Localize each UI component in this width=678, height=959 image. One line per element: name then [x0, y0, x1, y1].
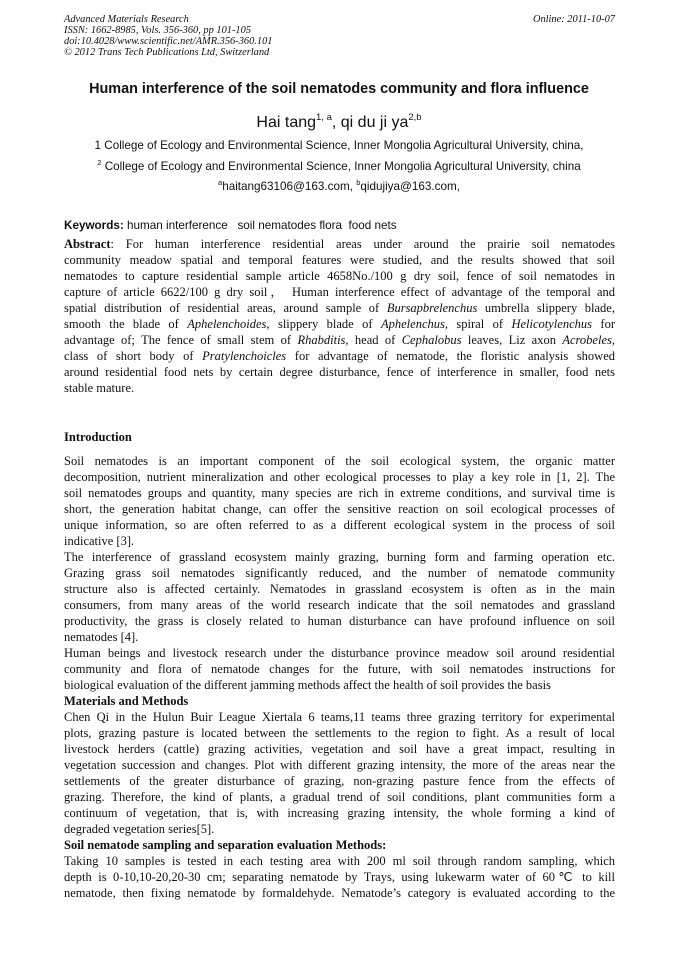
sampling-heading: Soil nematode sampling and separation evaluation Methods:: [64, 838, 387, 852]
text-line: indicative [3].: [64, 534, 135, 548]
email-b-sup: b: [356, 178, 361, 187]
genus-name: Aphelenchus,: [380, 317, 448, 331]
emails: [0, 180, 678, 193]
text-segment: advantage of; The fence of small stem of: [64, 333, 298, 347]
text-line: [64, 316, 615, 332]
text-segment: class of short body of: [64, 349, 203, 363]
text-line: [64, 380, 615, 396]
author-1-sup: 1, a: [316, 112, 332, 123]
affiliation-2-text: College of Ecology and Environmental Science, Inner Mongolia Agricultural University, china: [101, 160, 581, 173]
genus-name: Helicotylenchus: [511, 317, 592, 331]
text-segment: community meadow spatial and temporal features were studied, and the results showed that soil: [64, 253, 615, 267]
text-line: nematodes [4].: [64, 630, 139, 644]
paper-title: Human interference of the soil nematodes community and flora influence: [89, 81, 589, 97]
text-segment: capture of article 6622/100 g dry soil， Human interference effect of advantage of the temporal and: [64, 285, 615, 299]
text-line: short, the generation habitat change, can offer the sensitive reaction on soil ecological processes of: [64, 502, 615, 516]
online-date: Online: 2011-10-07: [532, 14, 615, 25]
text-segment: smooth the blade of: [64, 317, 188, 331]
authors: [0, 114, 678, 132]
text-segment: for: [591, 317, 615, 331]
keywords-text: human interference soil nematodes flora food nets: [123, 219, 397, 232]
genus-name: Aphelenchoides: [187, 317, 267, 331]
text-line: [64, 300, 615, 316]
text-line: [64, 252, 615, 268]
author-separator: ,: [331, 114, 341, 131]
text-segment: around residential food nets by certain degree disturbance, fence of interference in smaller, food nets: [64, 365, 615, 379]
keywords: [64, 219, 397, 232]
publication-header: [64, 14, 615, 58]
text-line: [64, 332, 615, 348]
affiliation-2: [0, 160, 678, 173]
materials-section: [64, 693, 615, 901]
text-line: vegetation succession and changes. Plot with different grazing intensity, the more of the areas near the: [64, 758, 615, 772]
copyright: © 2012 Trans Tech Publications Ltd, Switzerland: [64, 47, 270, 58]
text-line: plots, grazing pasture is located between the settlements to the region to fight. As a result of local: [64, 726, 615, 740]
issn: ISSN: 1662-8985, Vols. 356-360, pp 101-105: [64, 25, 252, 36]
text-segment: ,: [611, 333, 615, 347]
email-a-sup: a: [218, 178, 223, 187]
text-line: Chen Qi in the Hulun Buir League Xiertala 6 teams,11 teams three grazing territory for experimental: [64, 710, 615, 724]
text-line: The interference of grassland ecosystem mainly grazing, burning form and farming operation etc.: [64, 550, 615, 564]
text-line: unique information, so are often referred to as a different ecological system in the process of soil: [64, 518, 615, 532]
text-segment: , slippery blade of: [266, 317, 381, 331]
genus-name: Rhabditis: [297, 333, 346, 347]
genus-name: Acrobeles: [562, 333, 612, 347]
text-line: productivity, the grass is closely related to human disturbance can have profound influence on soil: [64, 614, 615, 628]
text-segment: spiral of: [447, 317, 512, 331]
text-line: livestock herders (cattle) grazing activities, vegetation and soil have a great impact, resulting in: [64, 742, 615, 756]
text-line: continuum of vegetation, that is, with increasing grazing intensity, the whole forming a kind of: [64, 806, 615, 820]
doi: doi:10.4028/www.scientific.net/AMR.356-360.101: [64, 36, 273, 47]
text-segment: : For human interference residential areas under around the prairie soil nematodes: [110, 237, 615, 251]
text-line: Human beings and livestock research under the disturbance province meadow soil around residential: [64, 646, 615, 660]
text-line: consumers, from many areas of the world research indicate that the soil nematodes and grassland: [64, 598, 615, 612]
text-segment: leaves, Liz axon: [461, 333, 563, 347]
text-line: soil nematodes groups and quantity, many species are rich in extreme conditions, and survival time is: [64, 486, 615, 500]
text-segment: , head of: [345, 333, 402, 347]
text-line: grazing. Therefore, the kind of plants, a gradual trend of soil conditions, plant communities form a: [64, 790, 615, 804]
author-2-sup: 2,b: [408, 112, 422, 123]
text-line: decomposition, nutrient mineralization and other ecological processes to play a key role in [1, 2]. The: [64, 470, 615, 484]
text-line: Soil nematodes is an important component of the soil ecological system, the organic matter: [64, 454, 615, 468]
text-line: settlements of the greater disturbance of grazing, non-grazing pasture fence from the effects of: [64, 774, 615, 788]
genus-name: Pratylenchoicles: [202, 349, 287, 363]
text-segment: nematodes to capture residential sample article 4658No./100 g dry soil, fence of soil nematodes in: [64, 269, 615, 283]
affiliation-2-sup: 2: [97, 158, 102, 167]
materials-heading: Materials and Methods: [64, 694, 189, 708]
text-line: nematode, then fixing nematode by formaldehyde. Nematode’s category is evaluated according to the: [64, 886, 615, 900]
introduction-section: [64, 429, 615, 693]
genus-name: Cephalobus: [401, 333, 462, 347]
text-line: [64, 236, 615, 252]
text-line: [64, 348, 615, 364]
text-line: [64, 268, 615, 284]
text-line: depth is 0-10,10-20,20-30 cm; separating nematode by Trays, using lukewarm water of 60℃ to kill: [64, 870, 615, 884]
author-2: qi du ji ya: [340, 114, 409, 131]
text-line: Taking 10 samples is tested in each testing area with 200 ml soil through random sampling, which: [64, 854, 615, 868]
abstract: [64, 236, 615, 396]
text-line: [64, 284, 615, 300]
email-a: haitang63106@163.com,: [222, 180, 357, 193]
text-line: Grazing grass soil nematodes significantly reduced, and the number of nematode community: [64, 566, 615, 580]
keywords-label: Keywords:: [64, 219, 124, 232]
text-line: biological evaluation of the different jamming methods affect the health of soil provides the basis: [64, 678, 551, 692]
author-1: Hai tang: [256, 114, 317, 131]
text-segment: for advantage of nematode, the floristic analysis showed: [286, 349, 615, 363]
abstract-label: Abstract: [64, 237, 111, 251]
text-segment: stable mature.: [64, 381, 135, 395]
text-line: degraded vegetation series[5].: [64, 822, 215, 836]
email-b: qidujiya@163.com,: [360, 180, 460, 193]
text-line: community and flora of nematode changes for the future, with soil nematodes instructions for: [64, 662, 615, 676]
text-line: [64, 364, 615, 380]
introduction-heading: Introduction: [64, 430, 132, 444]
text-segment: umbrella slippery blade,: [477, 301, 615, 315]
text-line: structure also is affected certainly. Nematodes in grassland ecosystem is often as in the main: [64, 582, 615, 596]
text-segment: spatial distribution of residential areas, around sample of: [64, 301, 387, 315]
journal-name: Advanced Materials Research: [64, 14, 189, 25]
affiliation-1: 1 College of Ecology and Environmental Science, Inner Mongolia Agricultural University, china,: [94, 139, 584, 152]
genus-name: Bursapbrelenchus: [386, 301, 478, 315]
